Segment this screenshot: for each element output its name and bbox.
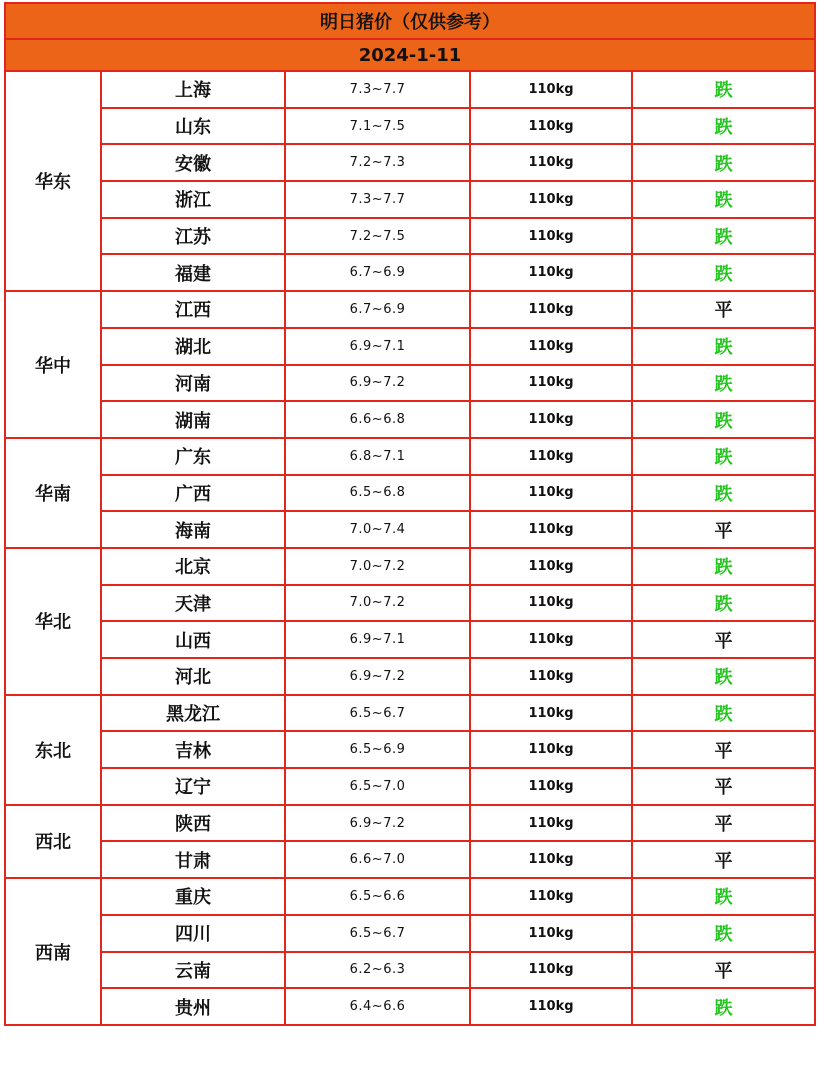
trend-indicator: 跌 [632, 915, 815, 952]
price-range: 6.6~6.8 [285, 401, 470, 438]
price-range: 6.4~6.6 [285, 988, 470, 1025]
price-range: 6.9~7.1 [285, 328, 470, 365]
region-name: 华南 [5, 438, 101, 548]
trend-indicator: 跌 [632, 365, 815, 402]
price-range: 6.5~6.6 [285, 878, 470, 915]
weight-value: 110kg [470, 71, 632, 108]
title-row [5, 3, 815, 39]
weight-value: 110kg [470, 144, 632, 181]
trend-indicator: 跌 [632, 585, 815, 622]
price-range: 6.9~7.2 [285, 805, 470, 842]
table-row [5, 915, 815, 952]
table-row [5, 511, 815, 548]
price-range: 6.9~7.1 [285, 621, 470, 658]
table-row [5, 805, 815, 842]
trend-indicator: 跌 [632, 254, 815, 291]
weight-value: 110kg [470, 511, 632, 548]
weight-value: 110kg [470, 768, 632, 805]
weight-value: 110kg [470, 695, 632, 732]
province-name: 河南 [101, 365, 285, 402]
weight-value: 110kg [470, 841, 632, 878]
weight-value: 110kg [470, 952, 632, 989]
weight-value: 110kg [470, 658, 632, 695]
price-table-container [4, 2, 814, 1026]
trend-indicator: 平 [632, 511, 815, 548]
trend-indicator: 跌 [632, 438, 815, 475]
trend-indicator: 跌 [632, 401, 815, 438]
table-row [5, 475, 815, 512]
trend-indicator: 平 [632, 805, 815, 842]
table-row [5, 878, 815, 915]
trend-indicator: 平 [632, 768, 815, 805]
trend-indicator: 跌 [632, 108, 815, 145]
table-row [5, 254, 815, 291]
weight-value: 110kg [470, 548, 632, 585]
province-name: 山西 [101, 621, 285, 658]
weight-value: 110kg [470, 621, 632, 658]
province-name: 安徽 [101, 144, 285, 181]
weight-value: 110kg [470, 108, 632, 145]
price-range: 6.9~7.2 [285, 365, 470, 402]
province-name: 四川 [101, 915, 285, 952]
trend-indicator: 平 [632, 621, 815, 658]
table-row [5, 328, 815, 365]
price-range: 7.0~7.4 [285, 511, 470, 548]
table-row [5, 658, 815, 695]
table-row [5, 548, 815, 585]
province-name: 广西 [101, 475, 285, 512]
province-name: 湖北 [101, 328, 285, 365]
table-row [5, 952, 815, 989]
region-name: 西南 [5, 878, 101, 1025]
price-range: 6.6~7.0 [285, 841, 470, 878]
region-name: 华北 [5, 548, 101, 695]
province-name: 贵州 [101, 988, 285, 1025]
province-name: 浙江 [101, 181, 285, 218]
table-row [5, 841, 815, 878]
table-row [5, 438, 815, 475]
province-name: 河北 [101, 658, 285, 695]
trend-indicator: 跌 [632, 144, 815, 181]
price-range: 6.7~6.9 [285, 291, 470, 328]
province-name: 甘肃 [101, 841, 285, 878]
weight-value: 110kg [470, 585, 632, 622]
trend-indicator: 跌 [632, 328, 815, 365]
trend-indicator: 跌 [632, 475, 815, 512]
table-row [5, 181, 815, 218]
trend-indicator: 平 [632, 731, 815, 768]
trend-indicator: 平 [632, 841, 815, 878]
price-range: 6.5~6.7 [285, 695, 470, 732]
table-row [5, 731, 815, 768]
weight-value: 110kg [470, 438, 632, 475]
weight-value: 110kg [470, 254, 632, 291]
table-row [5, 401, 815, 438]
province-name: 江苏 [101, 218, 285, 255]
weight-value: 110kg [470, 988, 632, 1025]
table-row [5, 144, 815, 181]
price-range: 7.0~7.2 [285, 585, 470, 622]
trend-indicator: 跌 [632, 218, 815, 255]
trend-indicator: 跌 [632, 658, 815, 695]
price-range: 6.9~7.2 [285, 658, 470, 695]
weight-value: 110kg [470, 181, 632, 218]
pig-price-table [4, 2, 816, 1026]
weight-value: 110kg [470, 218, 632, 255]
trend-indicator: 跌 [632, 695, 815, 732]
price-range: 6.2~6.3 [285, 952, 470, 989]
price-range: 7.3~7.7 [285, 71, 470, 108]
province-name: 辽宁 [101, 768, 285, 805]
table-row [5, 768, 815, 805]
table-title: 明日猪价（仅供参考） [5, 3, 815, 39]
table-row [5, 695, 815, 732]
trend-indicator: 跌 [632, 988, 815, 1025]
region-name: 东北 [5, 695, 101, 805]
price-range: 7.2~7.3 [285, 144, 470, 181]
weight-value: 110kg [470, 805, 632, 842]
price-range: 7.1~7.5 [285, 108, 470, 145]
trend-indicator: 跌 [632, 548, 815, 585]
region-name: 华中 [5, 291, 101, 438]
price-range: 6.5~7.0 [285, 768, 470, 805]
price-range: 6.7~6.9 [285, 254, 470, 291]
date-row [5, 39, 815, 71]
table-row [5, 218, 815, 255]
weight-value: 110kg [470, 291, 632, 328]
province-name: 陕西 [101, 805, 285, 842]
weight-value: 110kg [470, 915, 632, 952]
province-name: 上海 [101, 71, 285, 108]
province-name: 江西 [101, 291, 285, 328]
table-row [5, 365, 815, 402]
table-row [5, 71, 815, 108]
province-name: 湖南 [101, 401, 285, 438]
weight-value: 110kg [470, 731, 632, 768]
province-name: 海南 [101, 511, 285, 548]
province-name: 黑龙江 [101, 695, 285, 732]
province-name: 吉林 [101, 731, 285, 768]
price-range: 7.3~7.7 [285, 181, 470, 218]
weight-value: 110kg [470, 365, 632, 402]
trend-indicator: 跌 [632, 878, 815, 915]
weight-value: 110kg [470, 878, 632, 915]
table-date: 2024-1-11 [5, 39, 815, 71]
province-name: 福建 [101, 254, 285, 291]
price-range: 7.2~7.5 [285, 218, 470, 255]
weight-value: 110kg [470, 401, 632, 438]
province-name: 北京 [101, 548, 285, 585]
province-name: 天津 [101, 585, 285, 622]
province-name: 云南 [101, 952, 285, 989]
trend-indicator: 平 [632, 952, 815, 989]
table-row [5, 291, 815, 328]
table-row [5, 108, 815, 145]
trend-indicator: 跌 [632, 71, 815, 108]
price-range: 7.0~7.2 [285, 548, 470, 585]
table-row [5, 988, 815, 1025]
price-range: 6.5~6.9 [285, 731, 470, 768]
price-range: 6.5~6.8 [285, 475, 470, 512]
price-range: 6.8~7.1 [285, 438, 470, 475]
table-row [5, 621, 815, 658]
region-name: 西北 [5, 805, 101, 878]
trend-indicator: 跌 [632, 181, 815, 218]
region-name: 华东 [5, 71, 101, 291]
province-name: 广东 [101, 438, 285, 475]
table-row [5, 585, 815, 622]
price-range: 6.5~6.7 [285, 915, 470, 952]
weight-value: 110kg [470, 475, 632, 512]
trend-indicator: 平 [632, 291, 815, 328]
weight-value: 110kg [470, 328, 632, 365]
province-name: 山东 [101, 108, 285, 145]
province-name: 重庆 [101, 878, 285, 915]
